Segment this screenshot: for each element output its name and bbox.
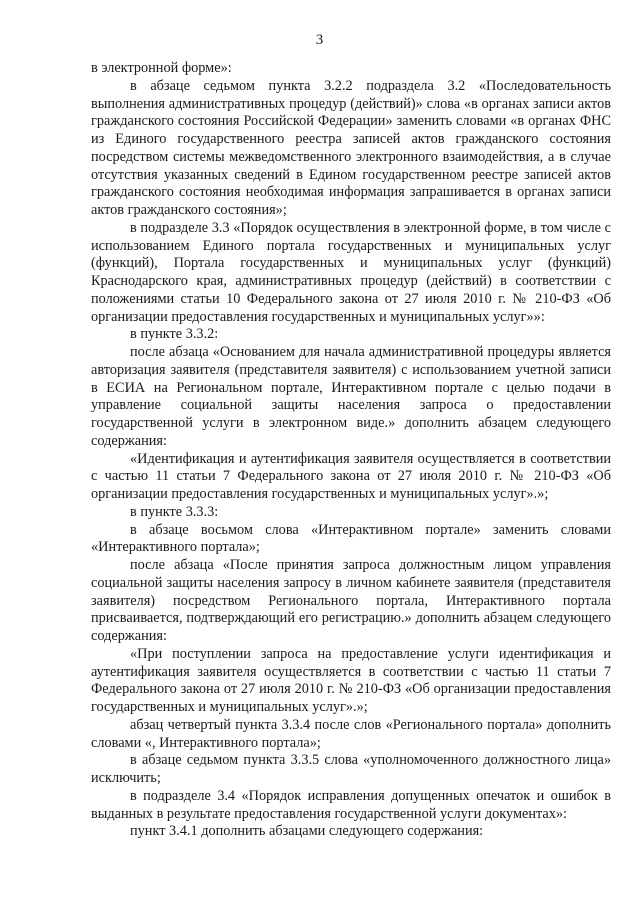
paragraph: в абзаце восьмом слова «Интерактивном портале» заменить словами «Интерактивного портала»;	[91, 521, 611, 556]
paragraph: в подразделе 3.4 «Порядок исправления допущенных опечаток и ошибок в выданных в результате предоставления государственной услуги документах»:	[91, 787, 611, 822]
paragraph: пункт 3.4.1 дополнить абзацами следующего содержания:	[130, 823, 484, 840]
paragraph: в подразделе 3.3 «Порядок осуществления в электронной форме, в том числе с использованием Единого портала государственных и муниципальных услуг (функций), Портала государственных и муниципальных услуг (функций) Краснодарского края, административных процедур (действий) в соответствии с положениями статьи 10 Федерального закона от 27 июля 2010 г. № 210-ФЗ «Об организации предоставления государственных и муниципальных услуг»»:	[91, 219, 611, 325]
paragraph: в абзаце седьмом пункта 3.2.2 подраздела 3.2 «Последовательность выполнения административных процедур (действий)» слова «в органах записи актов гражданского состояния Российской Федерации» заменить словами «в органах ФНС из Единого государственного реестра записей актов гражданского состояния посредством системы межведомственного электронного взаимодействия, а в случае отсутствия указанных сведений в Едином государственном реестре записей актов гражданского состояния необходимая информация запрашивается в органах записи актов гражданского состояния»;	[91, 77, 611, 218]
paragraph: абзац четвертый пункта 3.3.4 после слов «Регионального портала» дополнить словами «, Интерактивного портала»;	[91, 716, 611, 751]
paragraph: в абзаце седьмом пункта 3.3.5 слова «уполномоченного должностного лица» исключить;	[91, 752, 611, 786]
paragraph: в электронной форме»:	[91, 60, 232, 76]
paragraph: «При поступлении запроса на предоставление услуги идентификация и аутентификация заявителя осуществляется в соответствии с частью 11 статьи 7 Федерального закона от 27 июля 2010 г. № 210-ФЗ «Об организации предоставления государственных и муниципальных услуг».»;	[91, 645, 611, 715]
paragraph: «Идентификация и аутентификация заявителя осуществляется в соответствии с частью 11 статьи 7 Федерального закона от 27 июля 2010 г. № 210-ФЗ «Об организации предоставления государственных и муниципальных услуг».»;	[91, 450, 611, 502]
page-number: 3	[315, 32, 324, 48]
paragraph: после абзаца «Основанием для начала административной процедуры является авторизация заявителя (представителя заявителя) с использованием учетной записи в ЕСИА на Региональном портале, Интерактивном портале с целью подачи в управление социальной защиты населения запроса о предоставлении государственной услуги в электронном виде.» дополнить абзацем следующего содержания:	[91, 344, 611, 449]
paragraph: в пункте 3.3.3:	[130, 503, 219, 520]
document-body	[91, 60, 611, 841]
paragraph: после абзаца «После принятия запроса должностным лицом управления социальной защиты населения запросу в личном кабинете заявителя (представителя заявителя) посредством Регионального портала, Интерактивного портала присваивается, подтверждающий его регистрацию.» дополнить абзацем следующего содержания:	[91, 557, 611, 644]
paragraph: в пункте 3.3.2:	[130, 326, 219, 343]
